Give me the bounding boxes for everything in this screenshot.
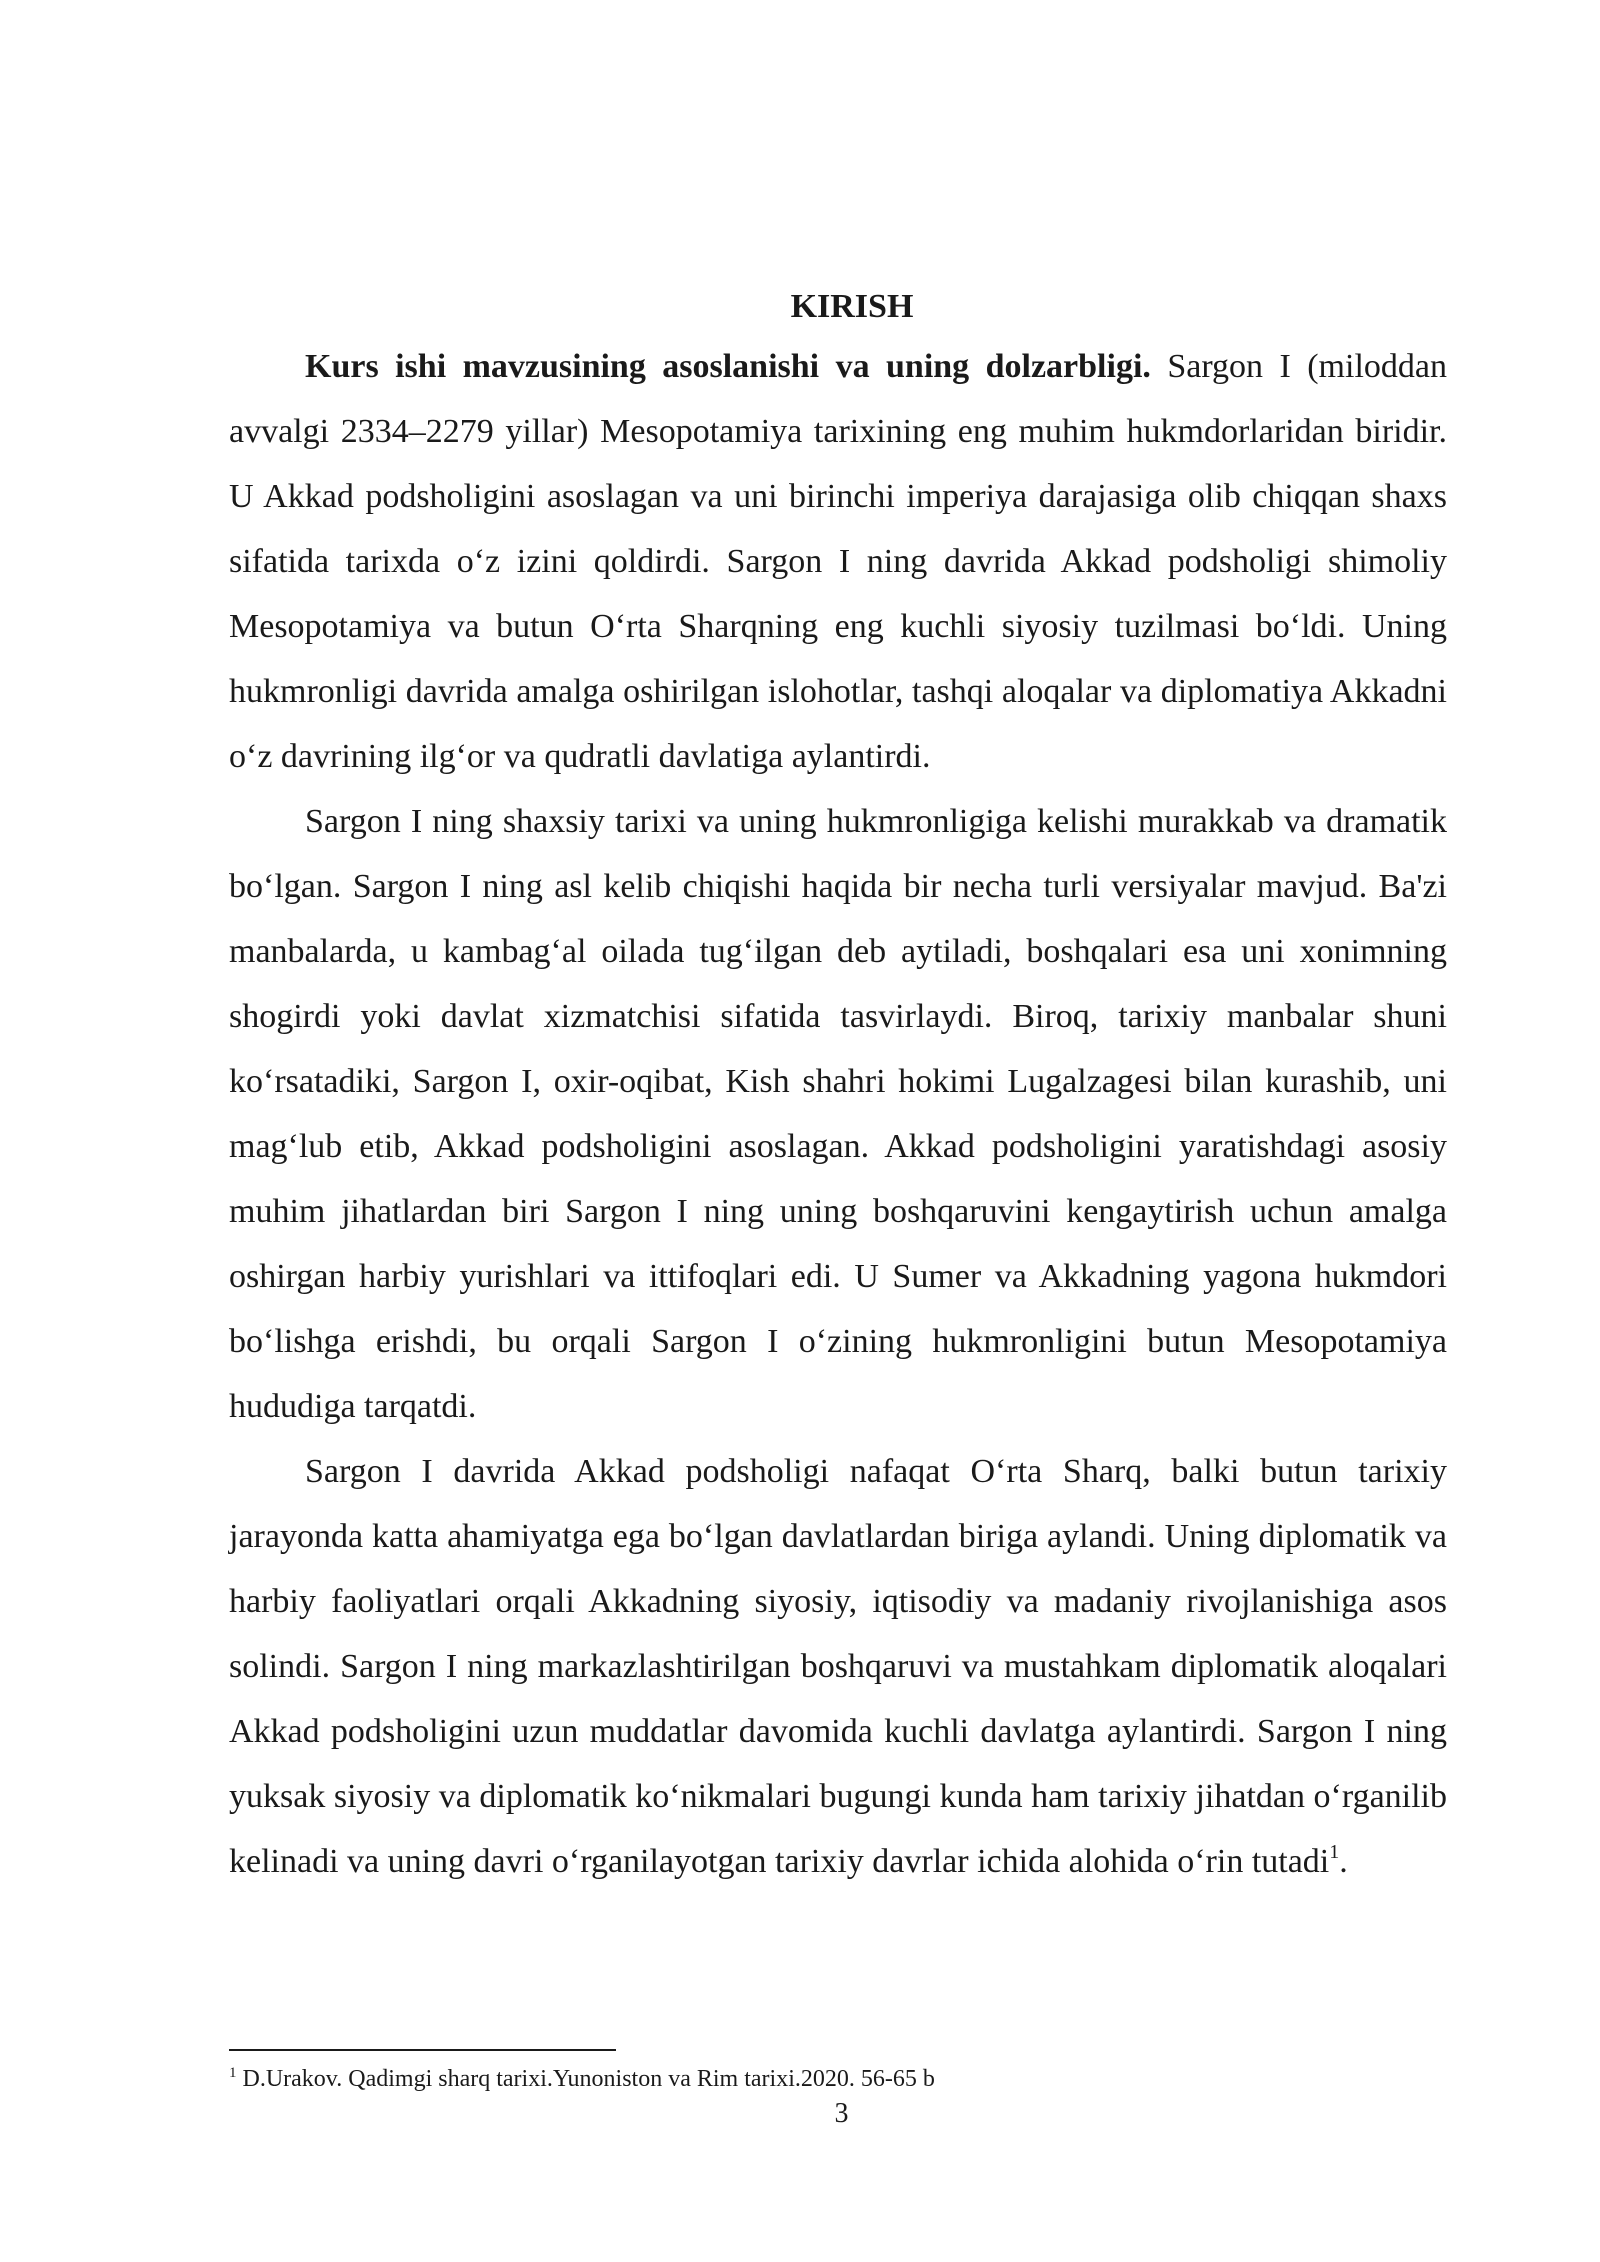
section-heading: KIRISH: [790, 288, 914, 325]
paragraph-text: Sargon I ning shaxsiy tarixi va uning hukmronligiga kelishi murakkab va dramatik bo‘lgan. Sargon I ning asl kelib chiqishi haqida bir necha turli versiyalar mavjud. Ba'zi manbalarda, u kambag‘al oilada tug‘ilgan deb aytiladi, boshqalari esa uni xonimning shogirdi yoki davlat xizmatchisi sifatida tasvirlaydi. Biroq, tarixiy manbalar shuni ko‘rsatadiki, Sargon I, oxir-oqibat, Kish shahri hokimi Lugalzagesi bilan kurashib, uni mag‘lub etib, Akkad podsholigini asoslagan. Akkad podsholigini yaratishdagi asosiy muhim jihatlardan biri Sargon I ning uning boshqaruvini kengaytirish uchun amalga oshirgan harbiy yurishlari va ittifoqlari edi. U Sumer va Akkadning yagona hukmdori bo‘lishga erishdi, bu orqali Sargon I o‘zining hukmronligini butun Mesopotamiya hududiga tarqatdi.: [229, 803, 1447, 1425]
paragraph-tail: .: [1339, 1843, 1348, 1880]
paragraph-text: Sargon I davrida Akkad podsholigi nafaqat O‘rta Sharq, balki butun tarixiy jarayonda katta ahamiyatga ega bo‘lgan davlatlardan biriga aylandi. Uning diplomatik va harbiy faoliyatlari orqali Akkadning siyosiy, iqtisodiy va madaniy rivojlanishiga asos solindi. Sargon I ning markazlashtirilgan boshqaruvi va mustahkam diplomatik aloqalari Akkad podsholigini uzun muddatlar davomida kuchli davlatga aylantirdi. Sargon I ning yuksak siyosiy va diplomatik ko‘nikmalari bugungi kunda ham tarixiy jihatdan o‘rganilib kelinadi va uning davri o‘rganilayotgan tarixiy davrlar ichida alohida o‘rin tutadi: [229, 1453, 1447, 1880]
page-number: 3: [834, 2098, 849, 2129]
paragraph-2: [229, 789, 1447, 1439]
footnote-reference: 1: [1329, 1841, 1340, 1863]
footnote-separator: [229, 2049, 616, 2051]
paragraph-text: Sargon I (miloddan avvalgi 2334–2279 yillar) Mesopotamiya tarixining eng muhim hukmdorlaridan biridir. U Akkad podsholigini asoslagan va uni birinchi imperiya darajasiga olib chiqqan shaxs sifatida tarixda o‘z izini qoldirdi. Sargon I ning davrida Akkad podsholigi shimoliy Mesopotamiya va butun O‘rta Sharqning eng kuchli siyosiy tuzilmasi bo‘ldi. Uning hukmronligi davrida amalga oshirilgan islohotlar, tashqi aloqalar va diplomatiya Akkadni o‘z davrining ilg‘or va qudratli davlatiga aylantirdi.: [229, 348, 1447, 775]
footnote: [229, 2064, 1447, 2094]
paragraph-3: [229, 1439, 1447, 1894]
footnote-text: D.Urakov. Qadimgi sharq tarixi.Yunoniston va Rim tarixi.2020. 56-65 b: [236, 2066, 935, 2092]
paragraph-lead: Kurs ishi mavzusining asoslanishi va uning dolzarbligi.: [305, 348, 1151, 385]
document-body: [229, 280, 1447, 1894]
paragraph-1: [229, 334, 1447, 789]
footnote-marker: 1: [229, 2065, 237, 2081]
